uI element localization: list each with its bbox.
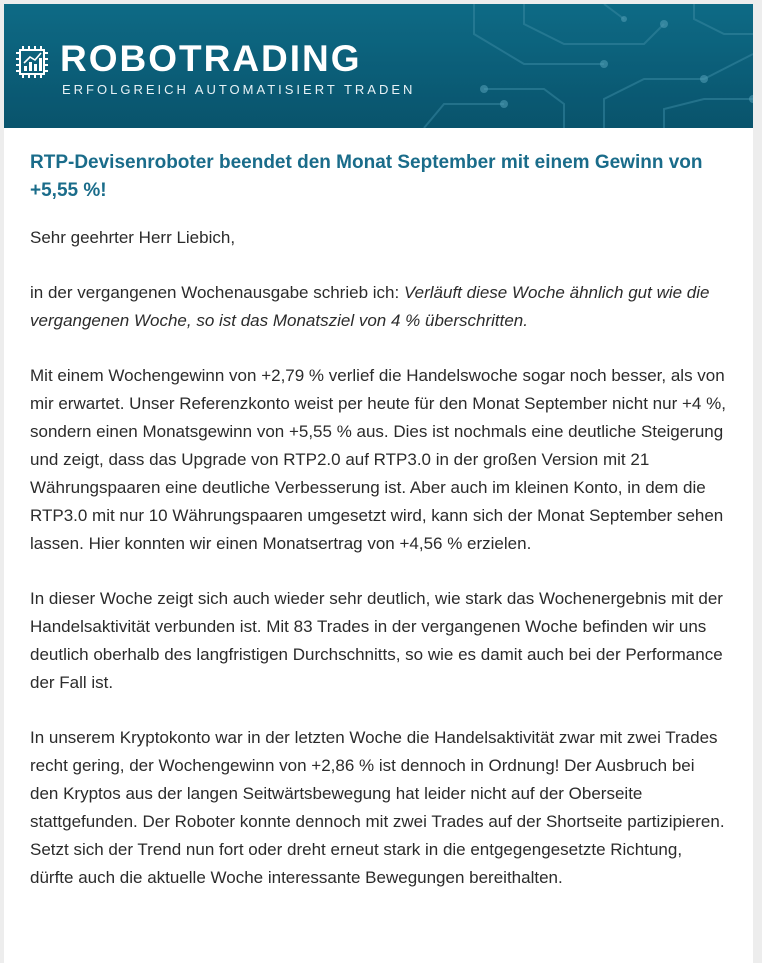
intro-paragraph (30, 279, 727, 335)
newsletter-headline: RTP-Devisenroboter beendet den Monat September mit einem Gewinn von +5,55 %! (30, 152, 703, 201)
body-paragraph: In unserem Kryptokonto war in der letzten Woche die Handelsaktivität zwar mit zwei Trades recht gering, der Wochengewinn von +2,86 % ist dennoch in Ordnung! Der Ausbruch bei den Kryptos aus der langen Seitwärtsbewegung hat leider nicht auf der Oberseite stattgefunden. Der Roboter konnte dennoch mit zwei Trades auf der Shortseite partizipieren. Setzt sich der Trend nun fort oder dreht erneut stark in die entgegengesetzte Richtung, dürfte auch die aktuelle Woche interessante Bewegungen bereithalten. (30, 728, 725, 887)
newsletter-content (4, 128, 753, 892)
brand-tagline: ERFOLGREICH AUTOMATISIERT TRADEN (62, 82, 416, 97)
brand-name: ROBOTRADING (60, 38, 362, 79)
chip-chart-icon (16, 46, 48, 78)
email-body (4, 4, 753, 963)
greeting: Sehr geehrter Herr Liebich, (30, 228, 236, 247)
intro-quote: Verläuft diese Woche ähnlich gut wie die vergangenen Woche, so ist das Monatsziel von 4 % überschritten. (30, 283, 710, 330)
intro-lead: in der vergangenen Wochenausgabe schrieb ich: (30, 283, 404, 302)
header-banner (4, 4, 753, 128)
body-paragraph: In dieser Woche zeigt sich auch wieder sehr deutlich, wie stark das Wochenergebnis mit der Handelsaktivität verbunden ist. Mit 83 Trades in der vergangenen Woche befinden wir uns deutlich oberhalb des langfristigen Durchschnitts, so wie es damit auch bei der Performance der Fall ist. (30, 589, 723, 692)
body-paragraph: Mit einem Wochengewinn von +2,79 % verlief die Handelswoche sogar noch besser, als von mir erwartet. Unser Referenzkonto weist per heute für den Monat September nicht nur +4 %, sondern einen Monatsgewinn von +5,55 % aus. Dies ist nochmals eine deutliche Steigerung und zeigt, dass das Upgrade von RTP2.0 auf RTP3.0 in der großen Version mit 21 Währungspaaren eine deutliche Verbesserung ist. Aber auch im kleinen Konto, in dem die RTP3.0 mit nur 10 Währungspaaren umgesetzt wird, kann sich der Monat September sehen lassen. Hier konnten wir einen Monatsertrag von +4,56 % erzielen. (30, 366, 726, 553)
